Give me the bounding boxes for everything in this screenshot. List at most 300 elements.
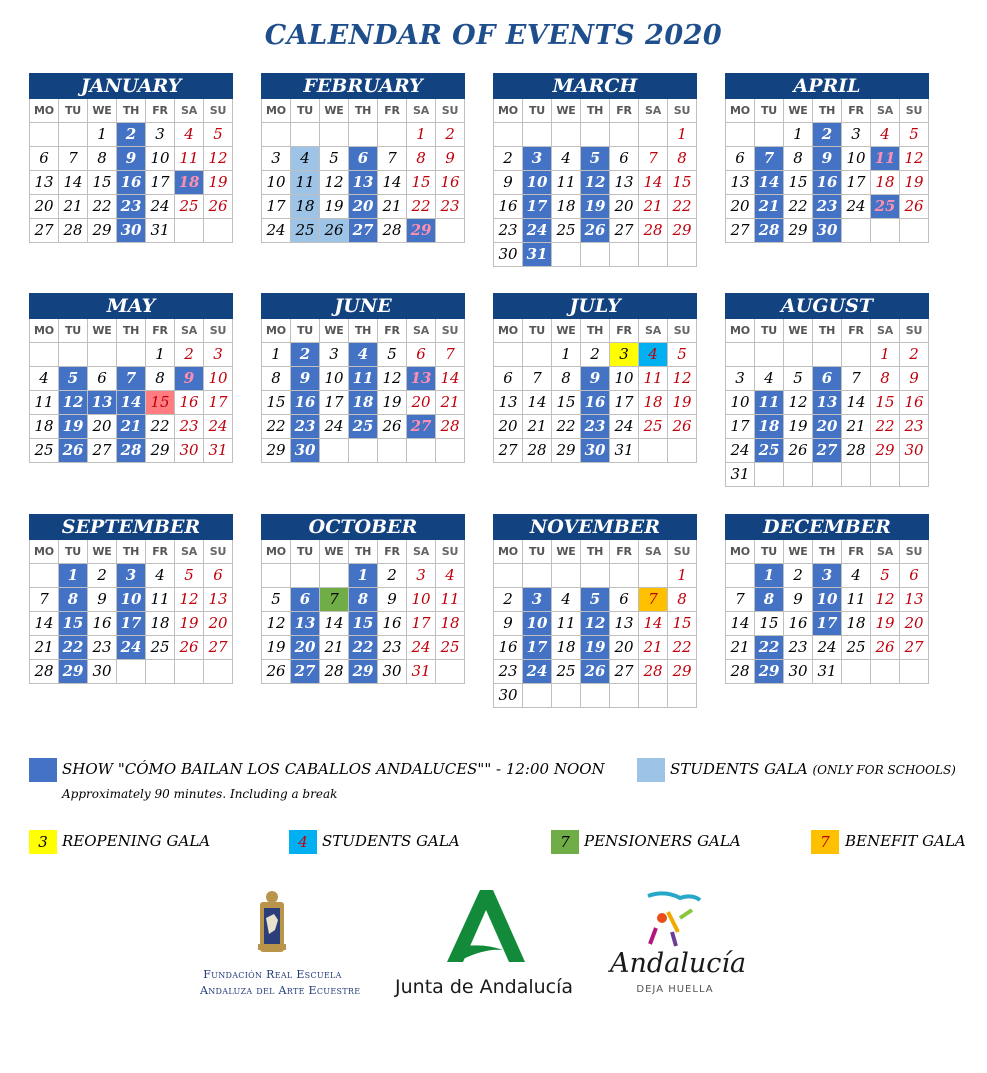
day-cell: 18 bbox=[291, 195, 319, 218]
day-cell: 7 bbox=[436, 343, 464, 366]
empty-day-cell bbox=[726, 123, 754, 146]
day-cell: 20 bbox=[30, 195, 58, 218]
day-cell: 11 bbox=[552, 612, 580, 635]
fundacion-emblem-icon bbox=[200, 888, 345, 958]
day-cell: 23 bbox=[291, 415, 319, 438]
day-cell: 4 bbox=[30, 367, 58, 390]
day-cell: 18 bbox=[755, 415, 783, 438]
day-cell: 8 bbox=[668, 147, 696, 170]
legend-swatch-benefit: 7 bbox=[811, 830, 839, 854]
day-cell: 4 bbox=[842, 564, 870, 587]
day-cell: 23 bbox=[494, 660, 522, 683]
day-cell: 8 bbox=[262, 367, 290, 390]
day-cell: 11 bbox=[842, 588, 870, 611]
day-cell: 11 bbox=[175, 147, 203, 170]
day-cell: 12 bbox=[871, 588, 899, 611]
day-cell: 11 bbox=[552, 171, 580, 194]
weekday-label: WE bbox=[784, 99, 813, 123]
empty-day-cell bbox=[552, 123, 580, 146]
weekday-header bbox=[29, 319, 233, 343]
day-cell: 6 bbox=[291, 588, 319, 611]
andalucia-logo bbox=[610, 888, 747, 1003]
day-cell: 25 bbox=[30, 439, 58, 462]
fundacion-logo bbox=[200, 888, 361, 1003]
weekday-label: FR bbox=[842, 540, 871, 564]
empty-day-cell bbox=[639, 684, 667, 707]
day-cell: 16 bbox=[436, 171, 464, 194]
day-cell: 12 bbox=[784, 391, 812, 414]
empty-day-cell bbox=[320, 439, 348, 462]
day-cell: 18 bbox=[175, 171, 203, 194]
empty-day-cell bbox=[407, 439, 435, 462]
day-cell: 2 bbox=[494, 147, 522, 170]
day-cell: 27 bbox=[610, 660, 638, 683]
day-cell: 13 bbox=[726, 171, 754, 194]
day-cell: 2 bbox=[784, 564, 812, 587]
day-cell: 25 bbox=[175, 195, 203, 218]
day-cell: 15 bbox=[59, 612, 87, 635]
day-cell: 2 bbox=[581, 343, 609, 366]
day-cell: 28 bbox=[842, 439, 870, 462]
day-cell: 21 bbox=[523, 415, 551, 438]
weekday-label: FR bbox=[146, 99, 175, 123]
day-cell: 16 bbox=[88, 612, 116, 635]
day-cell: 20 bbox=[900, 612, 928, 635]
empty-day-cell bbox=[291, 564, 319, 587]
weekday-label: TH bbox=[349, 319, 378, 343]
day-cell: 1 bbox=[59, 564, 87, 587]
weekday-label: SA bbox=[407, 99, 436, 123]
weekday-header bbox=[493, 99, 697, 123]
day-cell: 24 bbox=[262, 219, 290, 242]
day-cell: 31 bbox=[407, 660, 435, 683]
andalucia-label: Andalucía bbox=[610, 948, 747, 979]
empty-day-cell bbox=[552, 564, 580, 587]
day-cell: 9 bbox=[813, 147, 841, 170]
day-cell: 16 bbox=[117, 171, 145, 194]
day-cell: 14 bbox=[726, 612, 754, 635]
weekday-label: FR bbox=[610, 99, 639, 123]
day-cell: 24 bbox=[813, 636, 841, 659]
day-cell: 15 bbox=[784, 171, 812, 194]
day-cell: 16 bbox=[494, 195, 522, 218]
day-cell: 4 bbox=[552, 147, 580, 170]
day-cell: 28 bbox=[30, 660, 58, 683]
empty-day-cell bbox=[59, 343, 87, 366]
empty-day-cell bbox=[639, 243, 667, 266]
day-cell: 29 bbox=[668, 660, 696, 683]
day-cell: 27 bbox=[407, 415, 435, 438]
day-cell: 18 bbox=[436, 612, 464, 635]
month-july bbox=[493, 293, 697, 463]
day-cell: 24 bbox=[842, 195, 870, 218]
day-cell: 7 bbox=[59, 147, 87, 170]
day-cell: 16 bbox=[494, 636, 522, 659]
day-cell: 8 bbox=[407, 147, 435, 170]
day-cell: 12 bbox=[204, 147, 232, 170]
day-cell: 12 bbox=[175, 588, 203, 611]
weekday-header bbox=[725, 99, 929, 123]
weekday-label: TH bbox=[349, 99, 378, 123]
day-cell: 28 bbox=[59, 219, 87, 242]
day-cell: 9 bbox=[900, 367, 928, 390]
day-cell: 19 bbox=[784, 415, 812, 438]
day-cell: 23 bbox=[175, 415, 203, 438]
legend-students-text: STUDENTS GALA bbox=[670, 760, 808, 778]
weekday-label: TU bbox=[291, 540, 320, 564]
day-cell: 29 bbox=[59, 660, 87, 683]
day-cell: 8 bbox=[349, 588, 377, 611]
month-title: MAY bbox=[29, 293, 233, 319]
day-cell: 29 bbox=[146, 439, 174, 462]
empty-day-cell bbox=[581, 123, 609, 146]
weekday-label: MO bbox=[726, 99, 755, 123]
empty-day-cell bbox=[784, 463, 812, 486]
day-cell: 14 bbox=[320, 612, 348, 635]
day-cell: 26 bbox=[175, 636, 203, 659]
day-cell: 15 bbox=[668, 171, 696, 194]
day-cell: 6 bbox=[900, 564, 928, 587]
legend-studgala-label: STUDENTS GALA bbox=[322, 832, 460, 850]
weekday-label: MO bbox=[262, 319, 291, 343]
empty-day-cell bbox=[204, 219, 232, 242]
weekday-header bbox=[261, 540, 465, 564]
day-cell: 3 bbox=[610, 343, 638, 366]
weekday-label: SU bbox=[204, 99, 233, 123]
weekday-label: SU bbox=[436, 99, 465, 123]
empty-day-cell bbox=[726, 343, 754, 366]
empty-day-cell bbox=[523, 684, 551, 707]
day-cell: 17 bbox=[320, 391, 348, 414]
day-cell: 31 bbox=[813, 660, 841, 683]
month-title: DECEMBER bbox=[725, 514, 929, 540]
day-cell: 18 bbox=[552, 195, 580, 218]
day-cell: 26 bbox=[581, 660, 609, 683]
day-cell: 5 bbox=[204, 123, 232, 146]
weekday-label: MO bbox=[726, 540, 755, 564]
empty-day-cell bbox=[871, 219, 899, 242]
day-cell: 17 bbox=[117, 612, 145, 635]
month-january bbox=[29, 73, 233, 243]
day-grid bbox=[725, 343, 929, 487]
day-cell: 5 bbox=[59, 367, 87, 390]
day-cell: 13 bbox=[291, 612, 319, 635]
day-cell: 8 bbox=[88, 147, 116, 170]
weekday-label: SU bbox=[436, 540, 465, 564]
day-cell: 8 bbox=[668, 588, 696, 611]
day-cell: 5 bbox=[262, 588, 290, 611]
day-cell: 28 bbox=[523, 439, 551, 462]
day-cell: 1 bbox=[784, 123, 812, 146]
day-cell: 9 bbox=[291, 367, 319, 390]
day-cell: 9 bbox=[117, 147, 145, 170]
day-cell: 7 bbox=[320, 588, 348, 611]
day-cell: 31 bbox=[146, 219, 174, 242]
weekday-label: SA bbox=[639, 540, 668, 564]
day-grid bbox=[29, 123, 233, 243]
empty-day-cell bbox=[581, 564, 609, 587]
day-cell: 23 bbox=[581, 415, 609, 438]
day-cell: 5 bbox=[175, 564, 203, 587]
day-cell: 27 bbox=[349, 219, 377, 242]
day-cell: 20 bbox=[726, 195, 754, 218]
legend-swatch-students bbox=[637, 758, 665, 782]
day-cell: 18 bbox=[871, 171, 899, 194]
day-cell: 28 bbox=[117, 439, 145, 462]
day-cell: 6 bbox=[813, 367, 841, 390]
day-cell: 6 bbox=[88, 367, 116, 390]
day-cell: 15 bbox=[88, 171, 116, 194]
day-cell: 27 bbox=[291, 660, 319, 683]
day-cell: 19 bbox=[204, 171, 232, 194]
day-cell: 4 bbox=[146, 564, 174, 587]
day-cell: 16 bbox=[813, 171, 841, 194]
empty-day-cell bbox=[581, 684, 609, 707]
month-february bbox=[261, 73, 465, 243]
empty-day-cell bbox=[639, 123, 667, 146]
day-cell: 3 bbox=[407, 564, 435, 587]
day-cell: 17 bbox=[813, 612, 841, 635]
empty-day-cell bbox=[117, 660, 145, 683]
empty-day-cell bbox=[842, 463, 870, 486]
day-cell: 30 bbox=[88, 660, 116, 683]
day-cell: 25 bbox=[291, 219, 319, 242]
day-cell: 13 bbox=[349, 171, 377, 194]
empty-day-cell bbox=[523, 564, 551, 587]
weekday-label: TH bbox=[581, 99, 610, 123]
empty-day-cell bbox=[320, 564, 348, 587]
day-cell: 1 bbox=[146, 343, 174, 366]
day-cell: 26 bbox=[378, 415, 406, 438]
day-cell: 6 bbox=[30, 147, 58, 170]
empty-day-cell bbox=[900, 463, 928, 486]
weekday-label: SA bbox=[175, 99, 204, 123]
day-cell: 3 bbox=[813, 564, 841, 587]
day-cell: 19 bbox=[668, 391, 696, 414]
day-cell: 20 bbox=[813, 415, 841, 438]
weekday-label: TH bbox=[581, 540, 610, 564]
day-cell: 25 bbox=[552, 219, 580, 242]
weekday-label: SA bbox=[871, 99, 900, 123]
weekday-label: SA bbox=[871, 540, 900, 564]
empty-day-cell bbox=[842, 219, 870, 242]
weekday-label: TU bbox=[291, 319, 320, 343]
day-cell: 11 bbox=[871, 147, 899, 170]
day-cell: 11 bbox=[755, 391, 783, 414]
weekday-label: MO bbox=[262, 99, 291, 123]
empty-day-cell bbox=[146, 660, 174, 683]
empty-day-cell bbox=[610, 564, 638, 587]
day-cell: 25 bbox=[436, 636, 464, 659]
day-cell: 26 bbox=[668, 415, 696, 438]
weekday-label: TH bbox=[581, 319, 610, 343]
day-cell: 22 bbox=[871, 415, 899, 438]
day-cell: 13 bbox=[813, 391, 841, 414]
day-cell: 1 bbox=[407, 123, 435, 146]
day-cell: 29 bbox=[407, 219, 435, 242]
day-cell: 4 bbox=[639, 343, 667, 366]
day-cell: 21 bbox=[726, 636, 754, 659]
day-cell: 10 bbox=[842, 147, 870, 170]
day-cell: 7 bbox=[755, 147, 783, 170]
day-cell: 2 bbox=[813, 123, 841, 146]
day-cell: 4 bbox=[755, 367, 783, 390]
day-cell: 16 bbox=[581, 391, 609, 414]
empty-day-cell bbox=[610, 123, 638, 146]
day-cell: 23 bbox=[117, 195, 145, 218]
day-cell: 5 bbox=[320, 147, 348, 170]
day-cell: 12 bbox=[320, 171, 348, 194]
day-cell: 22 bbox=[88, 195, 116, 218]
empty-day-cell bbox=[494, 123, 522, 146]
weekday-label: WE bbox=[88, 99, 117, 123]
day-cell: 23 bbox=[436, 195, 464, 218]
empty-day-cell bbox=[755, 343, 783, 366]
weekday-label: FR bbox=[378, 319, 407, 343]
day-cell: 18 bbox=[552, 636, 580, 659]
legend-show-note: Approximately 90 minutes. Including a break bbox=[62, 787, 338, 801]
day-cell: 29 bbox=[88, 219, 116, 242]
day-cell: 10 bbox=[117, 588, 145, 611]
weekday-label: MO bbox=[262, 540, 291, 564]
empty-day-cell bbox=[842, 343, 870, 366]
day-cell: 5 bbox=[871, 564, 899, 587]
day-cell: 15 bbox=[349, 612, 377, 635]
weekday-label: SA bbox=[175, 540, 204, 564]
day-cell: 19 bbox=[175, 612, 203, 635]
legend-students-note: (ONLY FOR SCHOOLS) bbox=[812, 763, 956, 777]
empty-day-cell bbox=[59, 123, 87, 146]
day-cell: 27 bbox=[726, 219, 754, 242]
day-cell: 3 bbox=[523, 588, 551, 611]
month-title: MARCH bbox=[493, 73, 697, 99]
day-cell: 26 bbox=[204, 195, 232, 218]
day-cell: 26 bbox=[581, 219, 609, 242]
legend-reopening-label: REOPENING GALA bbox=[62, 832, 211, 850]
day-cell: 29 bbox=[262, 439, 290, 462]
day-cell: 13 bbox=[610, 171, 638, 194]
day-cell: 1 bbox=[552, 343, 580, 366]
day-cell: 25 bbox=[349, 415, 377, 438]
day-cell: 26 bbox=[59, 439, 87, 462]
day-cell: 9 bbox=[175, 367, 203, 390]
month-september bbox=[29, 514, 233, 684]
weekday-label: TH bbox=[117, 99, 146, 123]
day-cell: 23 bbox=[900, 415, 928, 438]
day-cell: 10 bbox=[523, 171, 551, 194]
day-cell: 17 bbox=[262, 195, 290, 218]
day-cell: 3 bbox=[117, 564, 145, 587]
weekday-label: TU bbox=[59, 99, 88, 123]
day-cell: 18 bbox=[30, 415, 58, 438]
day-cell: 21 bbox=[378, 195, 406, 218]
day-cell: 10 bbox=[726, 391, 754, 414]
day-cell: 5 bbox=[900, 123, 928, 146]
day-cell: 18 bbox=[349, 391, 377, 414]
weekday-label: WE bbox=[320, 99, 349, 123]
month-december bbox=[725, 514, 929, 684]
day-cell: 2 bbox=[291, 343, 319, 366]
day-cell: 19 bbox=[900, 171, 928, 194]
weekday-label: TH bbox=[117, 319, 146, 343]
weekday-label: MO bbox=[30, 99, 59, 123]
day-cell: 30 bbox=[291, 439, 319, 462]
empty-day-cell bbox=[175, 660, 203, 683]
day-cell: 27 bbox=[494, 439, 522, 462]
day-cell: 12 bbox=[900, 147, 928, 170]
month-title: JUNE bbox=[261, 293, 465, 319]
weekday-label: SU bbox=[900, 99, 929, 123]
day-cell: 12 bbox=[668, 367, 696, 390]
weekday-header bbox=[725, 319, 929, 343]
day-cell: 5 bbox=[378, 343, 406, 366]
andalucia-sub: DEJA HUELLA bbox=[636, 984, 714, 995]
day-cell: 21 bbox=[639, 636, 667, 659]
day-cell: 17 bbox=[407, 612, 435, 635]
day-cell: 26 bbox=[262, 660, 290, 683]
empty-day-cell bbox=[610, 243, 638, 266]
day-cell: 22 bbox=[407, 195, 435, 218]
weekday-label: FR bbox=[842, 99, 871, 123]
day-cell: 10 bbox=[610, 367, 638, 390]
day-cell: 11 bbox=[30, 391, 58, 414]
day-cell: 19 bbox=[59, 415, 87, 438]
day-cell: 27 bbox=[30, 219, 58, 242]
day-cell: 4 bbox=[349, 343, 377, 366]
empty-day-cell bbox=[117, 343, 145, 366]
legend-pensioners-label: PENSIONERS GALA bbox=[584, 832, 741, 850]
day-cell: 27 bbox=[88, 439, 116, 462]
day-cell: 28 bbox=[436, 415, 464, 438]
day-cell: 24 bbox=[610, 415, 638, 438]
day-cell: 19 bbox=[581, 195, 609, 218]
weekday-label: TU bbox=[523, 319, 552, 343]
month-title: NOVEMBER bbox=[493, 514, 697, 540]
empty-day-cell bbox=[668, 243, 696, 266]
andalucia-figure-icon bbox=[610, 888, 740, 948]
legend-students-label bbox=[670, 760, 956, 778]
weekday-label: WE bbox=[552, 319, 581, 343]
day-cell: 9 bbox=[494, 171, 522, 194]
day-cell: 11 bbox=[291, 171, 319, 194]
day-cell: 6 bbox=[349, 147, 377, 170]
weekday-label: WE bbox=[784, 319, 813, 343]
day-cell: 2 bbox=[175, 343, 203, 366]
day-cell: 23 bbox=[378, 636, 406, 659]
day-cell: 21 bbox=[117, 415, 145, 438]
day-cell: 7 bbox=[523, 367, 551, 390]
legend-swatch-studgala: 4 bbox=[289, 830, 317, 854]
weekday-label: MO bbox=[30, 319, 59, 343]
month-title: SEPTEMBER bbox=[29, 514, 233, 540]
day-cell: 19 bbox=[262, 636, 290, 659]
empty-day-cell bbox=[726, 564, 754, 587]
day-cell: 3 bbox=[146, 123, 174, 146]
empty-day-cell bbox=[871, 660, 899, 683]
day-cell: 25 bbox=[842, 636, 870, 659]
day-cell: 12 bbox=[378, 367, 406, 390]
day-cell: 30 bbox=[813, 219, 841, 242]
day-cell: 28 bbox=[639, 660, 667, 683]
day-grid bbox=[261, 123, 465, 243]
weekday-label: MO bbox=[494, 319, 523, 343]
empty-day-cell bbox=[639, 439, 667, 462]
empty-day-cell bbox=[378, 439, 406, 462]
day-cell: 25 bbox=[871, 195, 899, 218]
day-cell: 26 bbox=[871, 636, 899, 659]
day-cell: 3 bbox=[262, 147, 290, 170]
day-cell: 5 bbox=[581, 147, 609, 170]
